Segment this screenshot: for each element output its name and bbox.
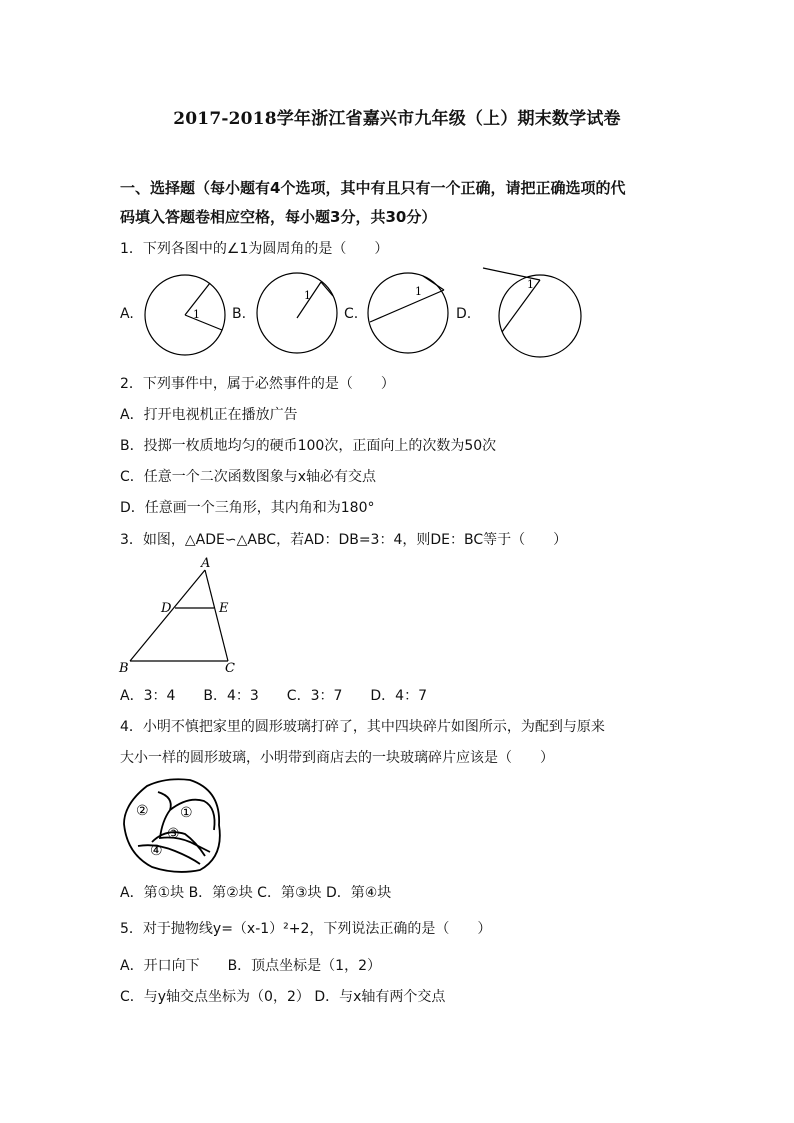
q1-figure-b-ray2	[321, 282, 333, 296]
q1-stem: 1．下列各图中的∠1为圆周角的是（ ）	[120, 241, 389, 257]
q5-stem: 5．对于抛物线y=（x-1）²+2，下列说法正确的是（ ）	[120, 921, 492, 937]
q1-figure-a-angle-label: 1	[193, 308, 200, 321]
q1-figure-c-chord1	[370, 290, 444, 322]
q5-options-line1: A．开口向下 B．顶点坐标是（1，2）	[120, 958, 381, 974]
section-heading-line1: 一、选择题（每小题有4个选项，其中有且只有一个正确，请把正确选项的代	[120, 179, 626, 197]
q1-figure-d-circle	[499, 275, 581, 357]
q2-option-d: D．任意画一个三角形，其内角和为180°	[120, 500, 375, 516]
q5-options-line2: C．与y轴交点坐标为（0，2） D．与x轴有两个交点	[120, 989, 446, 1005]
q3-options: A．3：4 B．4：3 C．3：7 D．4：7	[120, 688, 427, 704]
q1-figure-a-ray2	[185, 315, 222, 330]
q4-crack-4	[138, 845, 200, 864]
q3-point-a: A	[201, 556, 211, 571]
q4-stem-line2: 大小一样的圆形玻璃，小明带到商店去的一块玻璃碎片应该是（ ）	[120, 750, 554, 766]
q1-figure-b-circle	[257, 273, 337, 353]
q1-figure-c-angle-label: 1	[415, 285, 422, 298]
q2-option-a: A．打开电视机正在播放广告	[120, 407, 298, 423]
q4-piece-4-label: ④	[150, 843, 163, 859]
q4-piece-2-label: ②	[136, 803, 149, 819]
q2-option-b: B．投掷一枚质地均匀的硬币100次，正面向上的次数为50次	[120, 438, 497, 454]
q1-figure-d-angle-label: 1	[527, 278, 534, 291]
q4-options: A．第①块 B．第②块 C．第③块 D．第④块	[120, 885, 392, 901]
q1-option-a-label: A.	[120, 306, 134, 322]
q1-figure-b-angle-label: 1	[304, 289, 311, 302]
q1-option-c-label: C.	[344, 306, 359, 322]
q3-point-b: B	[119, 661, 129, 676]
q1-option-d-label: D.	[456, 306, 472, 322]
section-heading-line2: 码填入答题卷相应空格，每小题3分，共30分）	[120, 208, 437, 226]
q1-option-b-label: B.	[232, 306, 247, 322]
q3-point-e: E	[219, 601, 229, 616]
q4-piece-1-label: ①	[180, 805, 193, 821]
q1-figure-c-chord2	[423, 276, 444, 290]
q2-option-c: C．任意一个二次函数图象与x轴必有交点	[120, 469, 377, 485]
q1-figure-d-chord	[502, 280, 540, 332]
q3-stem: 3．如图，△ADE∽△ABC，若AD：DB=3：4，则DE：BC等于（ ）	[120, 532, 568, 548]
q4-piece-3-label: ③	[167, 826, 180, 842]
page-title: 2017-2018学年浙江省嘉兴市九年级（上）期末数学试卷	[173, 109, 621, 129]
q3-point-d: D	[161, 601, 172, 616]
q4-stem-line1: 4．小明不慎把家里的圆形玻璃打碎了，其中四块碎片如图所示，为配到与原来	[120, 719, 605, 735]
q2-stem: 2．下列事件中，属于必然事件的是（ ）	[120, 376, 395, 392]
q3-point-c: C	[225, 661, 235, 676]
